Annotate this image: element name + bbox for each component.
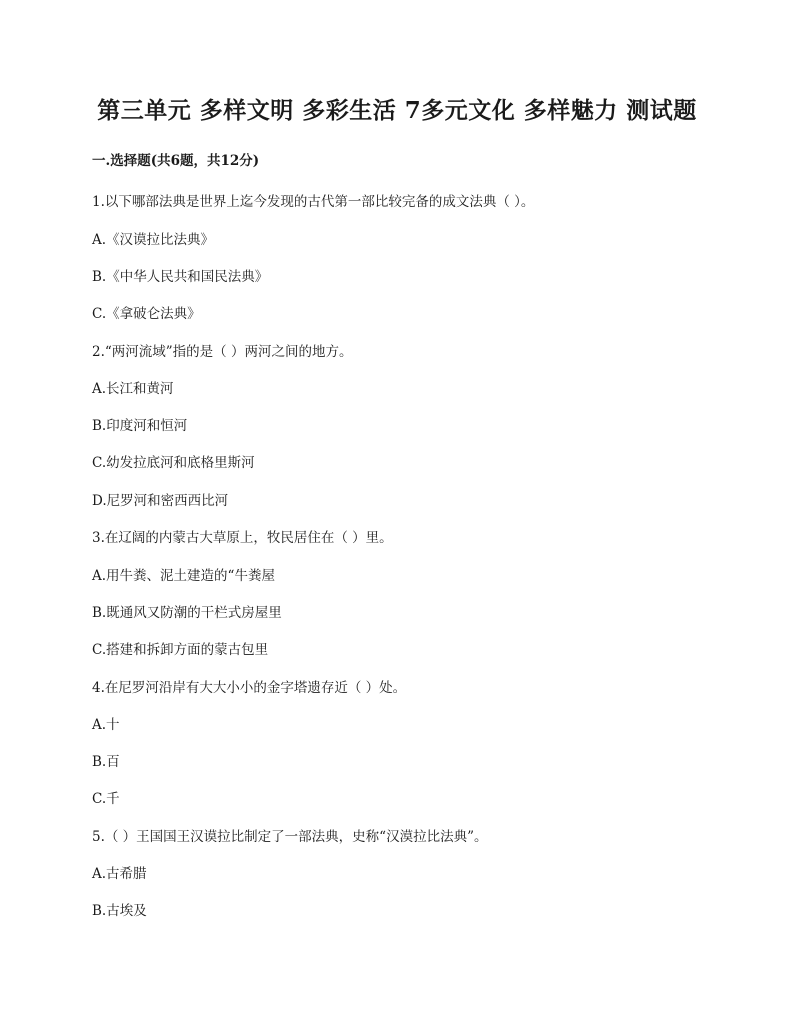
question-1-option-c: C.《拿破仑法典》 <box>92 306 201 322</box>
question-4-option-b: B.百 <box>92 754 120 770</box>
section-heading: 一.选择题(共6题，共12分) <box>92 153 260 169</box>
question-5-option-a: A.古希腊 <box>92 866 147 882</box>
question-4-stem: 4.在尼罗河沿岸有大大小小的金字塔遗存近（ ）处。 <box>92 680 407 696</box>
question-2-option-b: B.印度河和恒河 <box>92 418 188 434</box>
question-2-stem: 2.“两河流域”指的是（ ）两河之间的地方。 <box>92 344 353 360</box>
question-1-option-a: A.《汉谟拉比法典》 <box>92 232 215 248</box>
question-2-option-d: D.尼罗河和密西西比河 <box>92 493 229 509</box>
question-3-option-c: C.搭建和拆卸方面的蒙古包里 <box>92 642 269 658</box>
question-2-option-a: A.长江和黄河 <box>92 381 174 397</box>
question-3-stem: 3.在辽阔的内蒙古大草原上，牧民居住在（ ）里。 <box>92 530 393 546</box>
question-3-option-a: A.用牛粪、泥土建造的“牛粪屋 <box>92 568 275 584</box>
question-4-option-c: C.千 <box>92 791 120 807</box>
question-5-option-b: B.古埃及 <box>92 903 147 919</box>
document-title: 第三单元 多样文明 多彩生活 7多元文化 多样魅力 测试题 <box>97 97 697 124</box>
question-2-option-c: C.幼发拉底河和底格里斯河 <box>92 455 255 471</box>
question-5-stem: 5.（ ）王国国王汉谟拉比制定了一部法典，史称“汉漠拉比法典”。 <box>92 829 488 845</box>
question-1-option-b: B.《中华人民共和国民法典》 <box>92 269 269 285</box>
question-4-option-a: A.十 <box>92 717 120 733</box>
question-3-option-b: B.既通风又防潮的干栏式房屋里 <box>92 605 282 621</box>
question-1-stem: 1.以下哪部法典是世界上迄今发现的古代第一部比较完备的成文法典（ ）。 <box>92 194 535 210</box>
